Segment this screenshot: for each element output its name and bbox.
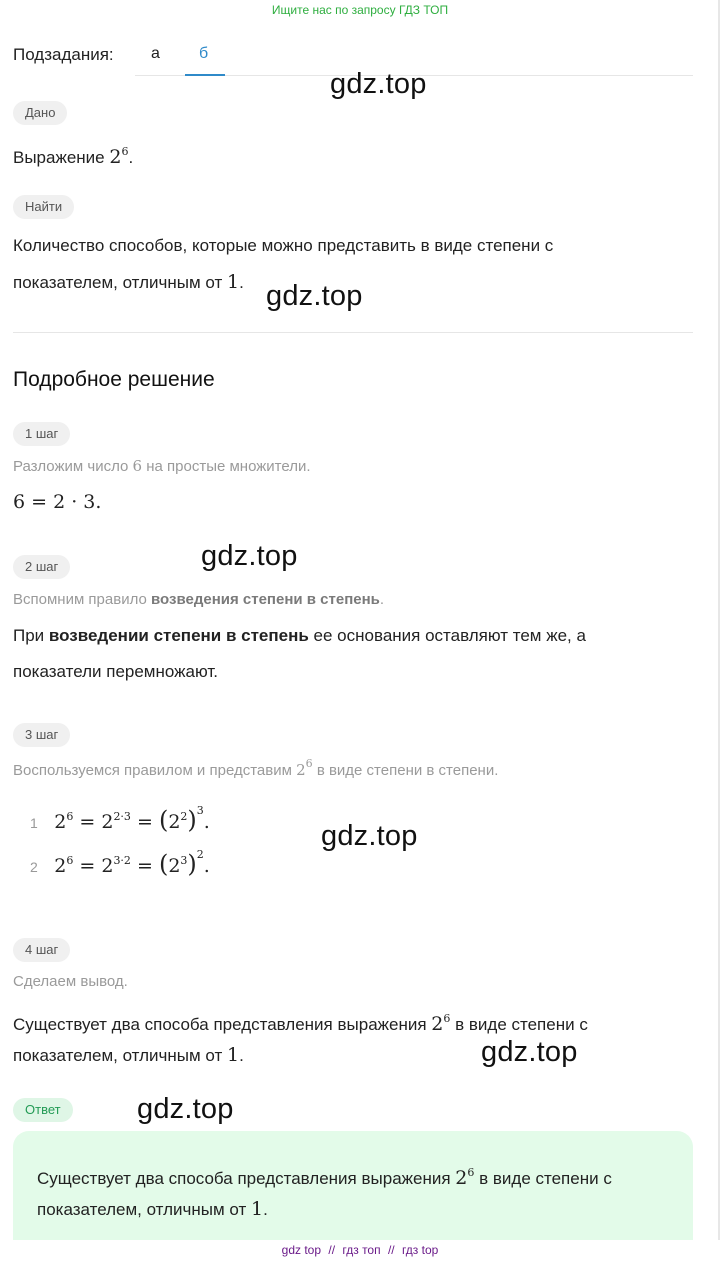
step-3-item-1: 1 $2^6 = 2^{2\cdot 3} = (2^2)^3$. <box>30 804 210 834</box>
find-line-1: Количество способов, которые можно представить в виде степени с <box>13 236 554 255</box>
step-3-hint: Воспользуемся правилом и представим $2^6$ в виде степени в степени. <box>13 757 499 779</box>
watermark: gdz.top <box>137 1093 234 1125</box>
step-1-hint: Разложим число 6 на простые множители. <box>13 457 311 475</box>
step-2-text-line-2: показатели перемножают. <box>13 662 218 681</box>
answer-line-2: показателем, отличным от 1. <box>37 1198 268 1220</box>
active-tab-indicator <box>185 74 225 76</box>
footer-link[interactable]: gdz top <box>281 1243 322 1257</box>
step-2-pill: 2 шаг <box>13 555 70 579</box>
step-4-hint: Сделаем вывод. <box>13 973 128 990</box>
footer-link[interactable]: гдз топ <box>342 1243 381 1257</box>
footer: gdz top // гдз топ // гдз top <box>281 1243 439 1257</box>
step-2-hint: Вспомним правило возведения степени в степень. <box>13 591 385 608</box>
watermark: gdz.top <box>321 820 418 852</box>
find-line-2: показателем, отличным от 1. <box>13 271 244 293</box>
watermark: gdz.top <box>266 280 363 312</box>
watermark: gdz.top <box>330 68 427 100</box>
watermark: gdz.top <box>481 1036 578 1068</box>
step-1-pill: 1 шаг <box>13 422 70 446</box>
subtasks-label: Подзадания: <box>13 45 114 64</box>
step-3-item-2: 2 $2^6 = 2^{3\cdot 2} = (2^3)^2$. <box>30 848 210 878</box>
footer-link[interactable]: гдз top <box>401 1243 439 1257</box>
given-pill: Дано <box>13 101 67 125</box>
solution-title: Подробное решение <box>13 368 215 391</box>
answer-pill: Ответ <box>13 1098 73 1122</box>
step-1-formula: 6 = 2 · 3. <box>13 491 102 513</box>
tab-a[interactable]: а <box>151 45 160 62</box>
section-divider <box>13 332 693 333</box>
step-4-line-2: показателем, отличным от 1. <box>13 1044 244 1066</box>
given-text: Выражение $2^6$. <box>13 145 134 168</box>
top-hint: Ищите нас по запросу ГДЗ ТОП <box>271 3 449 17</box>
tab-b[interactable]: б <box>199 45 209 62</box>
step-4-line-1: Существует два способа представления выражения $2^6$ в виде степени с <box>13 1012 588 1035</box>
watermark: gdz.top <box>201 540 298 572</box>
step-3-pill: 3 шаг <box>13 723 70 747</box>
step-4-pill: 4 шаг <box>13 938 70 962</box>
answer-line-1: Существует два способа представления выражения $2^6$ в виде степени с <box>37 1166 612 1189</box>
find-pill: Найти <box>13 195 74 219</box>
step-2-text-line-1: При возведении степени в степень ее основания оставляют тем же, а <box>13 626 586 645</box>
